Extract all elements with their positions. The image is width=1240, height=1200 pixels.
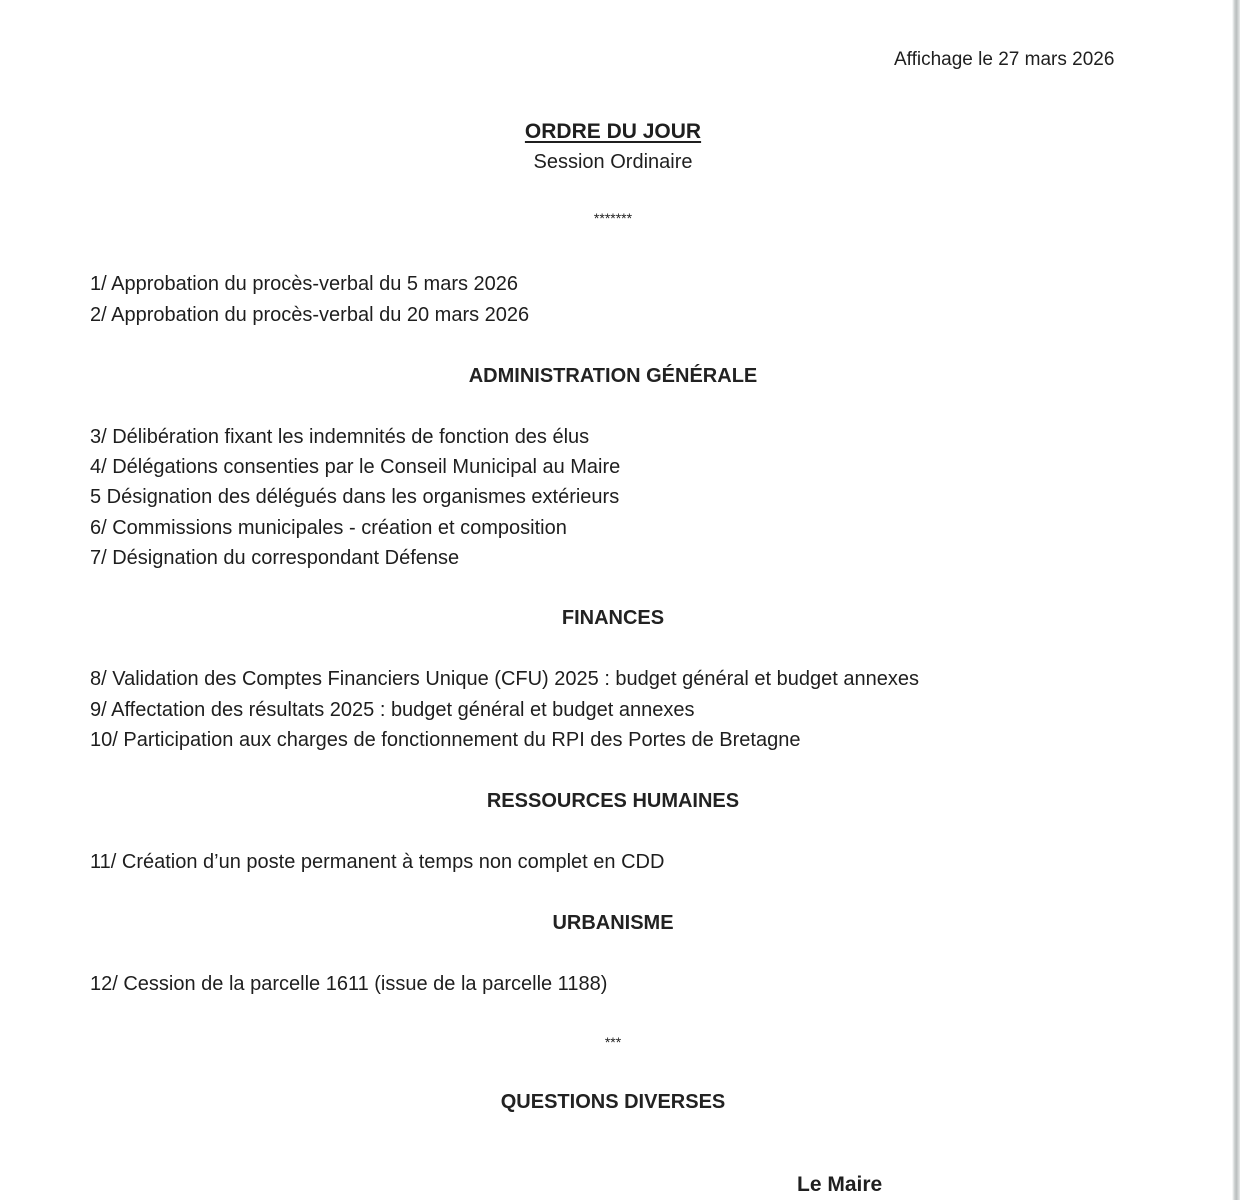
agenda-item: 10/ Participation aux charges de fonctionnement du RPI des Portes de Bretagne: [90, 729, 801, 751]
section-heading-finances: FINANCES: [561, 607, 665, 629]
scanned-page-edge: [1232, 0, 1240, 1200]
agenda-item: 4/ Délégations consenties par le Conseil Municipal au Maire: [90, 456, 621, 478]
section-heading-ressources-humaines: RESSOURCES HUMAINES: [486, 790, 740, 812]
signature-label: Le Maire: [797, 1173, 883, 1196]
agenda-item: 5 Désignation des délégués dans les organismes extérieurs: [90, 486, 620, 508]
agenda-item: 11/ Création d’un poste permanent à temps non complet en CDD: [90, 851, 665, 873]
posting-date: Affichage le 27 mars 2026: [894, 49, 1115, 70]
agenda-item: 9/ Affectation des résultats 2025 : budget général et budget annexes: [90, 699, 695, 721]
page-title: ORDRE DU JOUR: [524, 120, 702, 143]
section-heading-questions-diverses: QUESTIONS DIVERSES: [500, 1091, 726, 1113]
agenda-item: 3/ Délibération fixant les indemnités de fonction des élus: [90, 426, 590, 448]
separator-bottom: ***: [604, 1034, 622, 1050]
separator-top: *******: [593, 210, 633, 226]
agenda-item: 6/ Commissions municipales - création et composition: [90, 517, 567, 539]
agenda-item: 2/ Approbation du procès-verbal du 20 mars 2026: [90, 304, 530, 326]
agenda-item: 8/ Validation des Comptes Financiers Unique (CFU) 2025 : budget général et budget annexes: [90, 668, 920, 690]
section-heading-urbanisme: URBANISME: [552, 912, 674, 934]
agenda-item: 12/ Cession de la parcelle 1611 (issue de la parcelle 1188): [90, 973, 608, 995]
agenda-item: 1/ Approbation du procès-verbal du 5 mars 2026: [90, 273, 519, 295]
agenda-item: 7/ Désignation du correspondant Défense: [90, 547, 460, 569]
section-heading-administration: ADMINISTRATION GÉNÉRALE: [468, 365, 758, 387]
session-subtitle: Session Ordinaire: [533, 151, 693, 173]
